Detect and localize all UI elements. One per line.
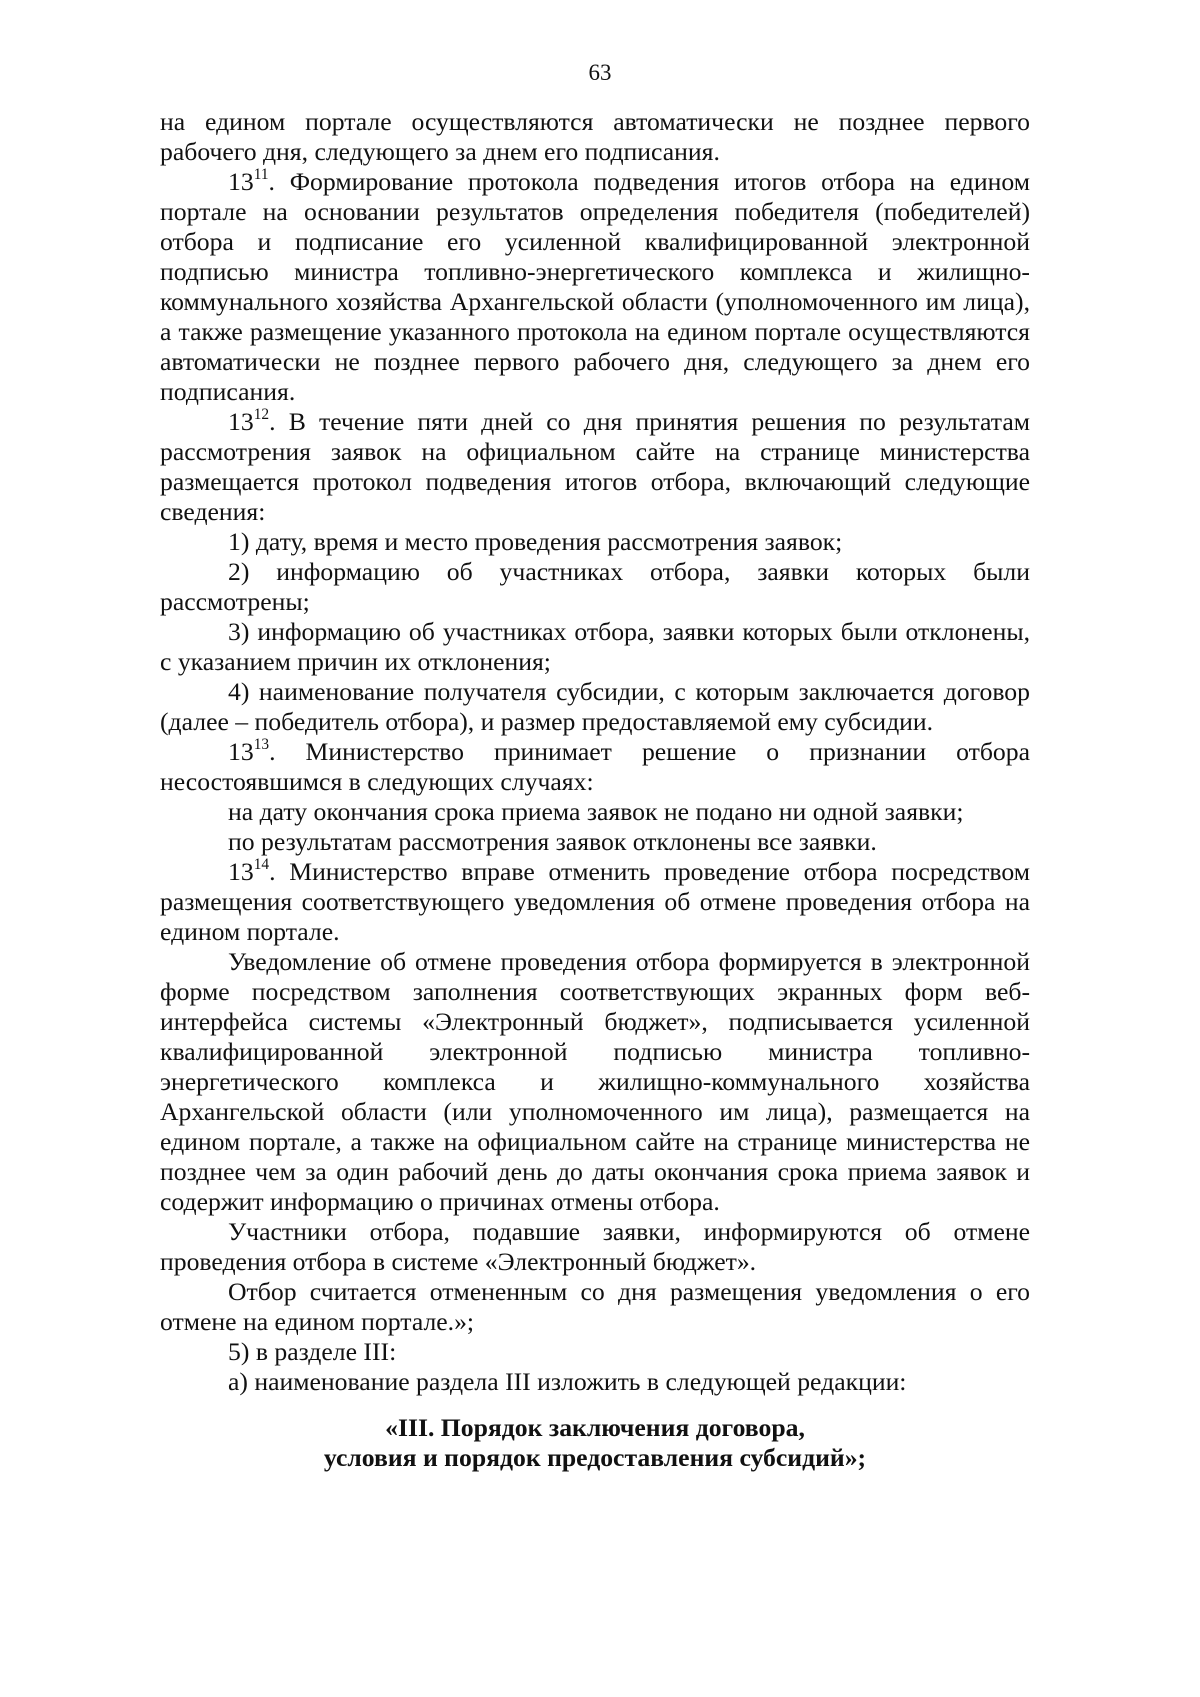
list-item: 2) информацию об участниках отбора, заявки которых были рассмотрены; [160, 557, 1030, 616]
list-item: на дату окончания срока приема заявок не подано ни одной заявки; [228, 797, 964, 826]
paragraph-number: 13 [228, 737, 254, 766]
document-body [160, 107, 1030, 1473]
list-item: а) наименование раздела III изложить в следующей редакции: [228, 1367, 907, 1396]
list-item: 4) наименование получателя субсидии, с которым заключается договор (далее – победитель отбора), и размер предоставляемой ему субсидии. [160, 677, 1030, 736]
paragraph-text: . Формирование протокола подведения итогов отбора на едином портале на основании результатов определения победителя (победителей) отбора и подписание его усиленной квалифицированной электронной подписью министра топливно-энергетического комплекса и жилищно-коммунального хозяйства Архангельской области (уполномоченного им лица), а также размещение указанного протокола на едином портале осуществляются автоматически не позднее первого рабочего дня, следующего за днем его подписания. [160, 167, 1030, 406]
section-heading-line: «III. Порядок заключения договора, [385, 1413, 805, 1442]
paragraph-number-superscript: 13 [253, 736, 270, 754]
list-item: 1) дату, время и место проведения рассмотрения заявок; [228, 527, 843, 556]
page-number: 63 [588, 60, 612, 85]
paragraph-number: 13 [228, 407, 254, 436]
paragraph [160, 737, 1030, 797]
section-heading-line: условия и порядок предоставления субсидий»; [323, 1443, 867, 1472]
paragraph [160, 407, 1030, 527]
paragraph: Участники отбора, подавшие заявки, информируются об отмене проведения отбора в системе «Электронный бюджет». [160, 1217, 1030, 1276]
list-item: по результатам рассмотрения заявок отклонены все заявки. [228, 827, 877, 856]
paragraph: Уведомление об отмене проведения отбора формируется в электронной форме посредством заполнения соответствующих экранных форм веб-интерфейса системы «Электронный бюджет», подписывается усиленной квалифицированной электронной подписью министра топливно-энергетического комплекса и жилищно-коммунального хозяйства Архангельской области (или уполномоченного им лица), размещается на едином портале, а также на официальном сайте на странице министерства не позднее чем за один рабочий день до даты окончания срока приема заявок и содержит информацию о причинах отмены отбора. [160, 947, 1030, 1216]
paragraph-text: . Министерство вправе отменить проведение отбора посредством размещения соответствующего уведомления об отмене проведения отбора на едином портале. [160, 857, 1030, 946]
paragraph-text: . В течение пяти дней со дня принятия решения по результатам рассмотрения заявок на официальном сайте на странице министерства размещается протокол подведения итогов отбора, включающий следующие сведения: [160, 407, 1030, 526]
paragraph [160, 857, 1030, 947]
paragraph-number: 13 [228, 857, 254, 886]
paragraph-number-superscript: 12 [253, 406, 270, 424]
paragraph: Отбор считается отмененным со дня размещения уведомления о его отмене на едином портале.»; [160, 1277, 1030, 1336]
paragraph-number-superscript: 11 [253, 166, 269, 184]
paragraph: на едином портале осуществляются автоматически не позднее первого рабочего дня, следующего за днем его подписания. [160, 107, 1030, 166]
paragraph-number-superscript: 14 [253, 856, 270, 874]
section-heading [160, 1413, 1030, 1473]
paragraph-number: 13 [228, 167, 254, 196]
list-item: 5) в разделе III: [228, 1337, 397, 1366]
list-item: 3) информацию об участниках отбора, заявки которых были отклонены, с указанием причин их отклонения; [160, 617, 1030, 676]
paragraph [160, 167, 1030, 407]
paragraph-text: . Министерство принимает решение о признании отбора несостоявшимся в следующих случаях: [160, 737, 1030, 796]
